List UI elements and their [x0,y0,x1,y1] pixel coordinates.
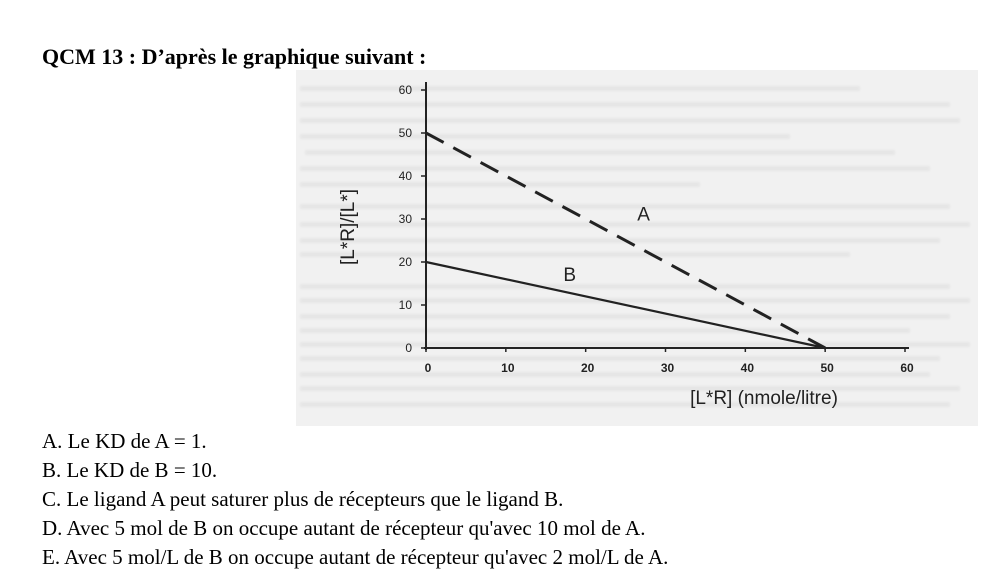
y-tick-label: 60 [398,83,412,97]
y-tick-label: 0 [405,341,412,355]
faded-text-line [300,102,950,107]
faded-text-line [300,204,950,209]
x-tick-label: 10 [501,361,515,375]
x-tick-label: 20 [580,361,595,375]
answer-c[interactable]: C. Le ligand A peut saturer plus de récepteurs que le ligand B. [42,487,564,511]
faded-text-line [300,134,790,139]
series-label-a: A [637,204,650,226]
chart [296,70,978,426]
faded-text-line [300,342,970,347]
faded-text-line [300,386,960,391]
faded-text-line [300,356,940,361]
y-tick-label: 30 [398,212,412,226]
x-tick-label: 50 [820,361,834,375]
faded-text-line [300,402,950,407]
figure [296,70,978,426]
x-tick-label: 40 [740,361,755,375]
faded-text-line [300,328,910,333]
x-tick-label: 30 [660,361,675,375]
answer-e[interactable]: E. Avec 5 mol/L de B on occupe autant de récepteur qu'avec 2 mol/L de A. [42,545,669,569]
answer-list [42,427,668,572]
faded-text-line [300,372,930,377]
y-tick-label: 40 [398,169,412,183]
x-tick-label: 60 [900,361,914,375]
faded-text-line [300,166,930,171]
faded-text-line [305,150,895,155]
series-label-b: B [563,264,577,286]
y-tick-label: 50 [398,126,412,140]
faded-text-line [300,86,860,91]
x-tick-label: 0 [424,361,432,375]
y-tick-label: 20 [398,255,412,269]
faded-text-line [300,118,960,123]
answer-b[interactable]: B. Le KD de B = 10. [42,458,218,482]
answer-d[interactable]: D. Avec 5 mol de B on occupe autant de récepteur qu'avec 10 mol de A. [42,516,646,540]
faded-text-line [300,182,700,187]
faded-text-line [300,252,850,257]
faded-text-line [300,284,950,289]
question-title: QCM 13 : D’après le graphique suivant : [42,44,427,69]
y-tick-label: 10 [398,298,412,312]
y-axis-label: [L*R]/[L*] [338,188,359,266]
x-axis-label: [L*R] (nmole/litre) [690,388,838,409]
answer-a[interactable]: A. Le KD de A = 1. [42,429,207,453]
faded-text-line [300,314,950,319]
